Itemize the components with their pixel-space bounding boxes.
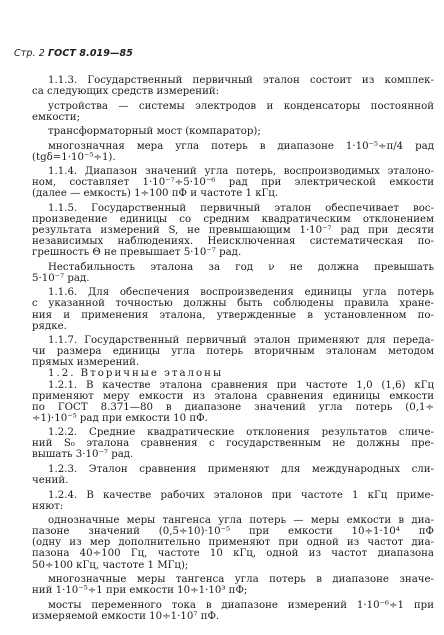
text-line: мосты переменного тока в диапазоне измерений 1·10⁻⁶÷1 при: [48, 599, 434, 611]
text-line: са следующих средств измерений:: [32, 86, 220, 98]
text-line: независимых наблюдениях. Неисключенная систематическая по-: [32, 236, 434, 248]
text-line: 1.2.4. В качестве рабочих эталонов при частоте 1 кГц приме-: [48, 489, 434, 501]
text-line: чений.: [32, 475, 69, 487]
text-line: однозначные меры тангенса угла потерь — меры емкости в диа-: [48, 515, 434, 527]
text-line: ном, составляет 1·10⁻⁷÷5·10⁻⁶ рад при электрической емкости: [32, 177, 434, 189]
text-line: 1.2.2. Средние квадратические отклонения результатов сличе-: [48, 427, 434, 439]
text-line: прямых измерений.: [32, 357, 140, 369]
text-line: произведение единицы со средним квадратическим отклонением: [32, 214, 434, 226]
text-line: грешность Θ не превышает 5·10⁻⁷ рад.: [32, 247, 242, 259]
text-line: 1.1.7. Государственный первичный эталон применяют для переда-: [48, 335, 434, 347]
text-line: ний S₀ эталона сравнения с государственным не должны пре-: [32, 438, 434, 450]
text-line: 1.2. Вторичные эталоны: [48, 368, 224, 380]
text-line: устройства — системы электродов и конденсаторы постоянной: [48, 100, 434, 112]
text-line: (далее — емкость) 1÷100 пФ и частоте 1 кГц.: [32, 188, 279, 200]
text-line: (одну из мер дополнительно применяют при одной из частот диа-: [32, 537, 434, 549]
page-number: Стр. 2: [14, 48, 45, 59]
standard-code: ГОСТ 8.019—85: [48, 48, 133, 59]
text-line: 1.1.4. Диапазон значений угла потерь, воспроизводимых эталоно-: [48, 166, 434, 178]
text-line: няют:: [32, 500, 64, 512]
text-line: ний 1·10⁻⁵÷1 при емкости 10÷1·10³ пФ;: [32, 585, 248, 597]
text-line: многозначные меры тангенса угла потерь в диапазоне значе-: [48, 574, 434, 585]
text-line: пазона 40÷100 Гц, частоте 10 кГц, одной из частот диапазона: [32, 548, 434, 560]
text-line: 1.1.6. Для обеспечения воспроизведения единицы угла потерь: [48, 287, 434, 299]
text-line: чи размера единицы угла потерь вторичным эталонам методом: [32, 346, 434, 358]
text-line: 1.1.3. Государственный первичный эталон состоит из комплек-: [48, 75, 434, 86]
text-line: емкости;: [32, 111, 81, 123]
text-line: ÷1)·10⁻⁵ рад при емкости 10 пФ.: [32, 412, 208, 424]
text-line: результата измерений S, не превышающим 1·10⁻⁷ рад при десяти: [32, 225, 434, 237]
text-line: трансформаторный мост (компаратор);: [48, 126, 261, 138]
text-line: 1.2.3. Эталон сравнения применяют для международных сли-: [48, 463, 434, 475]
text-line: Нестабильность эталона за год ν не должна превышать: [48, 261, 434, 273]
text-line: 5·10⁻⁷ рад.: [32, 272, 90, 284]
text-line: с указанной точностью должны быть соблюдены правила хране-: [32, 298, 434, 310]
text-line: 1.2.1. В качестве эталона сравнения при частоте 1,0 (1,6) кГц: [48, 379, 434, 391]
text-line: пазоне значений (0,5÷10)·10⁻⁵ при емкости 10÷1·10⁴ пФ: [32, 526, 434, 538]
text-line: (tgδ=1·10⁻⁵÷1).: [32, 151, 116, 163]
text-line: измеряемой емкости 10÷1·10⁷ пФ.: [32, 610, 220, 622]
running-header: [14, 48, 133, 59]
text-line: рядке.: [32, 320, 67, 332]
text-line: ния и применения эталона, утвержденные в установленном по-: [32, 309, 434, 321]
text-line: применяют меру емкости из эталона сравнения единицы емкости: [32, 390, 434, 402]
text-line: многозначная мера угла потерь в диапазоне 1·10⁻⁵÷π/4 рад: [48, 140, 434, 152]
text-line: 1.1.5. Государственный первичный эталон обеспечивает вос-: [48, 202, 434, 214]
text-line: по ГОСТ 8.371—80 в диапазоне значений угла потерь (0,1÷: [32, 401, 434, 413]
text-line: 50÷100 кГц, частоте 1 МГц);: [32, 559, 189, 571]
text-line: вышать 3·10⁻⁷ рад.: [32, 449, 134, 461]
